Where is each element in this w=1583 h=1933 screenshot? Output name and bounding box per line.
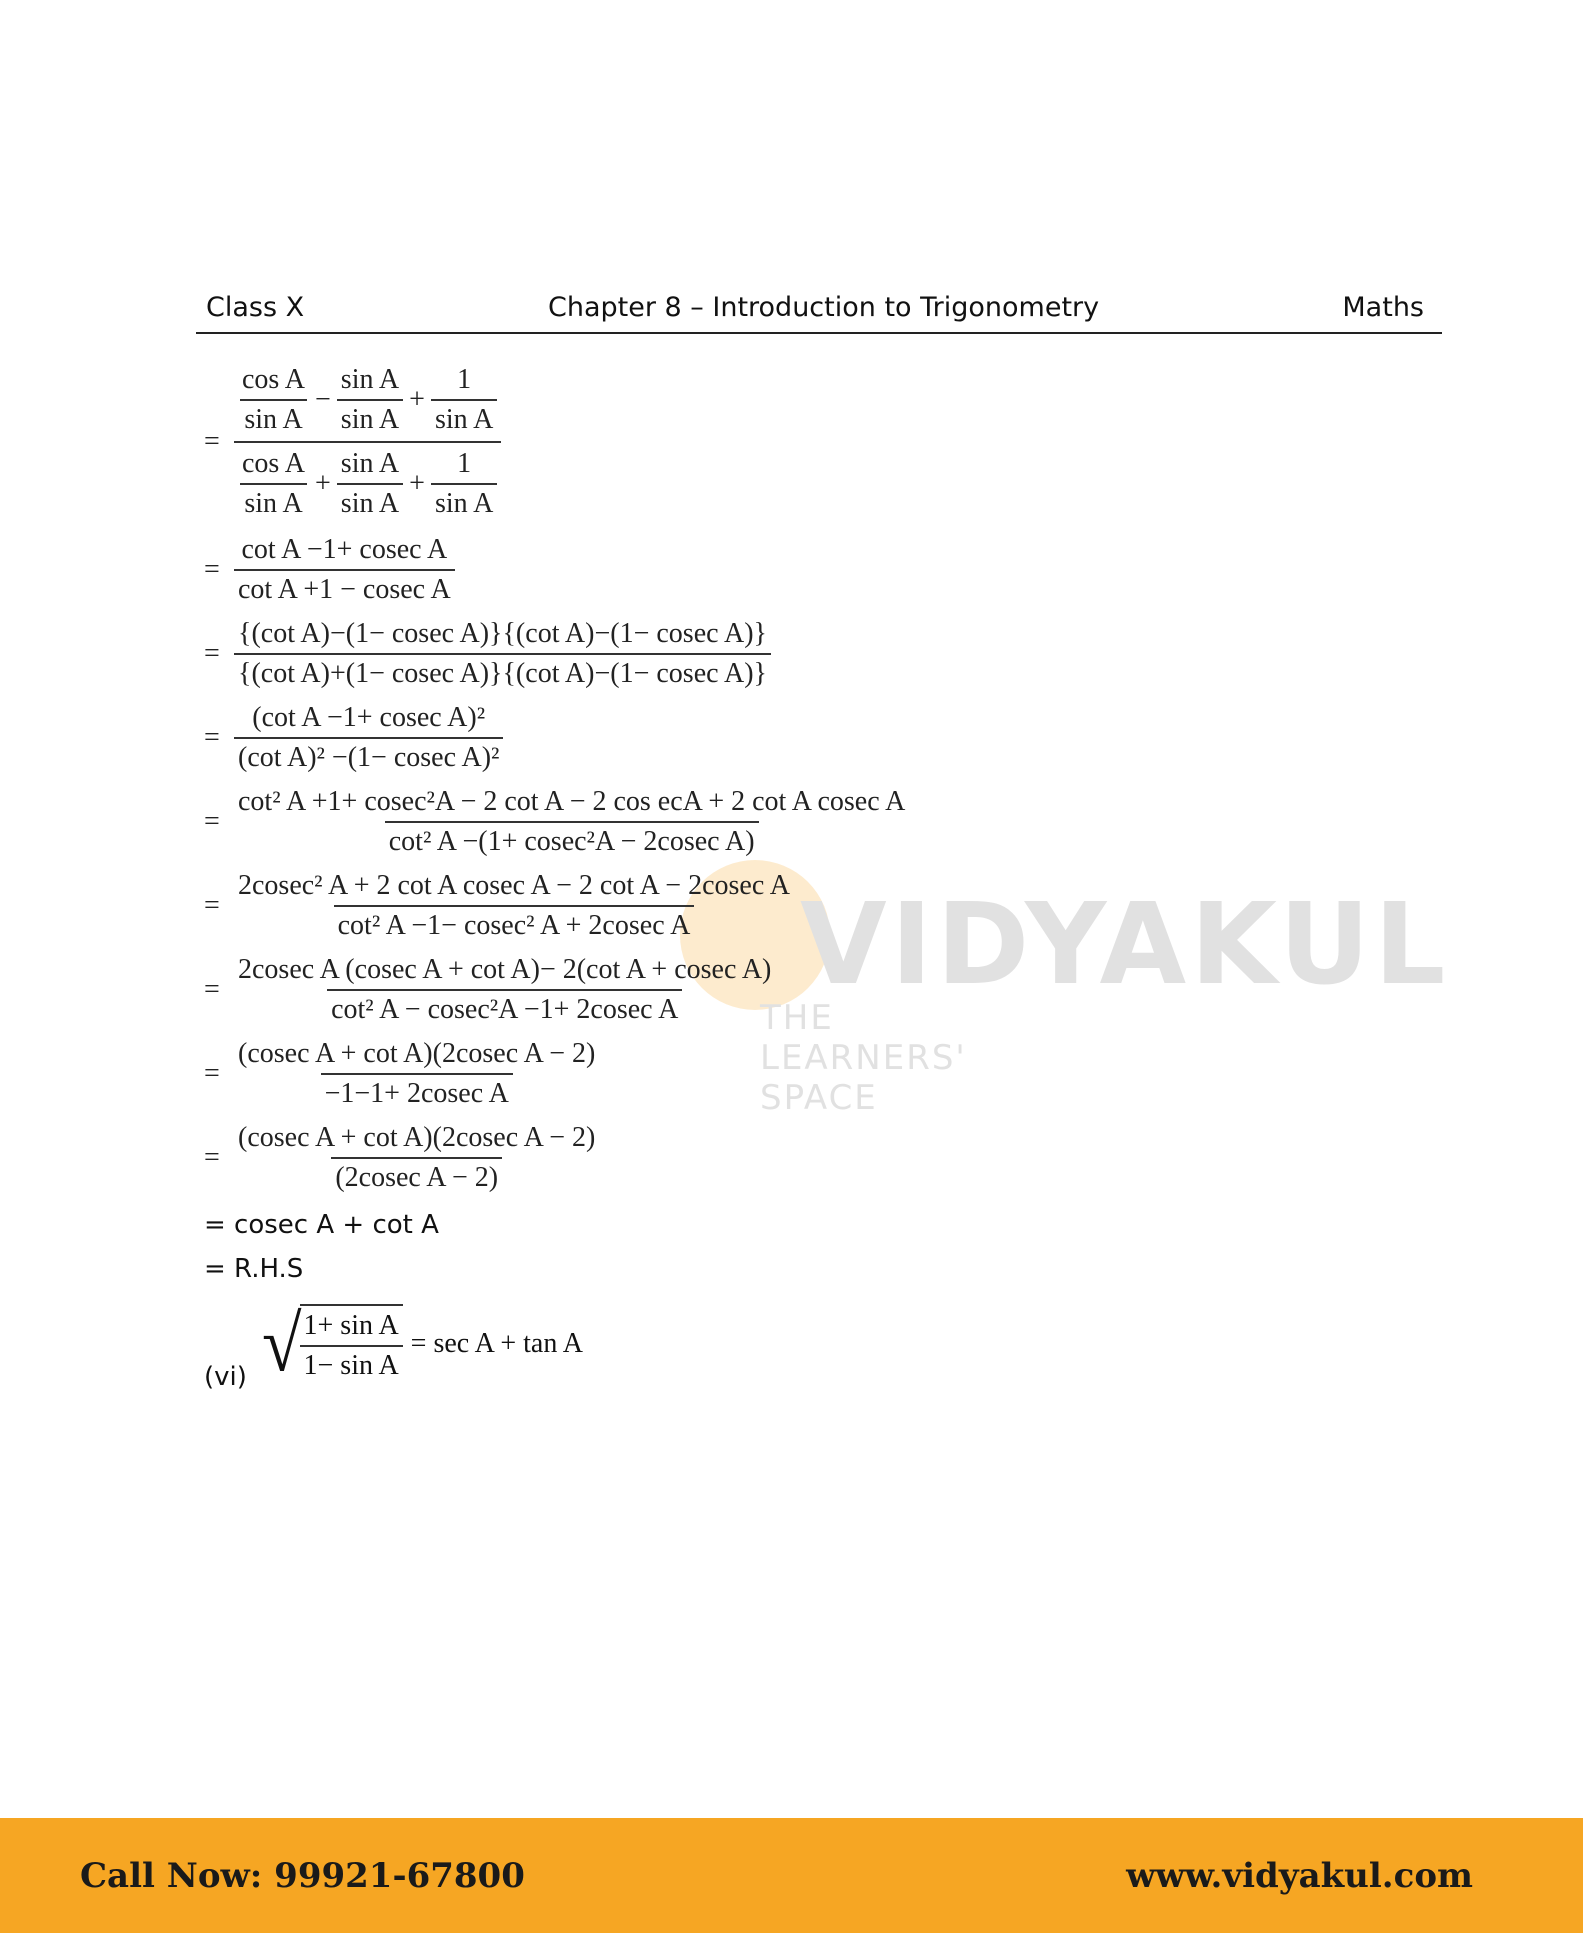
step-8 xyxy=(204,1036,1304,1112)
equals-sign: = xyxy=(204,554,220,585)
term: sin A xyxy=(431,483,497,522)
term: 1 xyxy=(457,364,472,395)
part-label: (vi) xyxy=(204,1362,247,1392)
fraction-numerator: (cosec A + cot A)(2cosec A − 2) xyxy=(238,1038,596,1069)
rhs-expression: = sec A + tan A xyxy=(410,1328,584,1359)
equals-sign: = xyxy=(204,890,220,921)
footer-phone[interactable]: Call Now: 99921-67800 xyxy=(80,1856,525,1896)
equals-sign: = xyxy=(204,1142,220,1173)
term: sin A xyxy=(340,448,400,479)
term: sin A xyxy=(337,483,403,522)
fraction-denominator: (cot A)² −(1− cosec A)² xyxy=(234,737,503,776)
fraction-denominator: cot² A −1− cosec² A + 2cosec A xyxy=(334,905,695,944)
term: sin A xyxy=(240,399,306,438)
fraction-denominator: cot² A −(1+ cosec²A − 2cosec A) xyxy=(385,821,759,860)
square-root-expression xyxy=(262,1300,584,1388)
step-9 xyxy=(204,1120,1304,1196)
fraction-denominator: cot A +1 − cosec A xyxy=(234,569,455,608)
operator: + xyxy=(409,468,425,499)
term: sin A xyxy=(431,399,497,438)
step-2 xyxy=(204,532,1304,608)
fraction-numerator: {(cot A)−(1− cosec A)}{(cot A)−(1− cosec A)} xyxy=(238,618,767,649)
footer-website-link[interactable]: www.vidyakul.com xyxy=(1126,1856,1473,1896)
step-3 xyxy=(204,616,1304,692)
term: sin A xyxy=(337,399,403,438)
operator: + xyxy=(315,468,331,499)
step-6 xyxy=(204,868,1304,944)
equals-sign: = xyxy=(204,1058,220,1089)
step-4 xyxy=(204,700,1304,776)
watermark-title: VIDYAKUL xyxy=(800,880,1450,1010)
part-vi xyxy=(204,1300,1304,1400)
fraction-numerator: 2cosec² A + 2 cot A cosec A − 2 cot A − 2cosec A xyxy=(238,870,790,901)
equals-sign: = xyxy=(204,638,220,669)
fraction-denominator xyxy=(234,441,501,524)
fraction-numerator: cot A −1+ cosec A xyxy=(241,534,448,565)
fraction-denominator: {(cot A)+(1− cosec A)}{(cot A)−(1− cosec A)} xyxy=(234,653,771,692)
operator: − xyxy=(315,384,331,415)
radicand xyxy=(300,1304,403,1384)
fraction-numerator: 2cosec A (cosec A + cot A)− 2(cot A + cosec A) xyxy=(238,954,772,985)
step-7 xyxy=(204,952,1304,1028)
solution-body xyxy=(204,360,1304,1400)
fraction-denominator: cot² A − cosec²A −1+ 2cosec A xyxy=(327,989,682,1028)
fraction-numerator xyxy=(234,360,501,441)
watermark-subtitle: THE LEARNERS' SPACE xyxy=(760,998,967,1118)
step-1 xyxy=(204,360,1304,524)
equals-sign: = xyxy=(204,722,220,753)
equals-sign: = xyxy=(204,426,220,457)
fraction-numerator: cot² A +1+ cosec²A − 2 cot A − 2 cos ecA + 2 cot A cosec A xyxy=(238,786,906,817)
equals-sign: = xyxy=(204,974,220,1005)
result-line: = cosec A + cot A xyxy=(204,1210,439,1240)
term: cos A xyxy=(242,364,305,395)
header-subject: Maths xyxy=(1342,292,1424,323)
radical-sign-icon: √ xyxy=(262,1300,302,1388)
fraction-denominator: 1− sin A xyxy=(300,1345,403,1384)
fraction-denominator: (2cosec A − 2) xyxy=(331,1157,502,1196)
step-5 xyxy=(204,784,1304,860)
page-header xyxy=(196,270,1442,334)
term: sin A xyxy=(340,364,400,395)
header-class: Class X xyxy=(206,292,305,323)
term: cos A xyxy=(242,448,305,479)
fraction-numerator: (cosec A + cot A)(2cosec A − 2) xyxy=(238,1122,596,1153)
compound-fraction xyxy=(234,360,501,524)
term: sin A xyxy=(240,483,306,522)
equals-sign: = xyxy=(204,806,220,837)
header-chapter: Chapter 8 – Introduction to Trigonometry xyxy=(548,292,1100,323)
fraction-numerator: (cot A −1+ cosec A)² xyxy=(252,702,486,733)
fraction-denominator: −1−1+ 2cosec A xyxy=(321,1073,513,1112)
rhs-line: = R.H.S xyxy=(204,1254,304,1284)
fraction-numerator: 1+ sin A xyxy=(303,1310,399,1341)
footer-banner xyxy=(0,1818,1583,1933)
operator: + xyxy=(409,384,425,415)
term: 1 xyxy=(457,448,472,479)
